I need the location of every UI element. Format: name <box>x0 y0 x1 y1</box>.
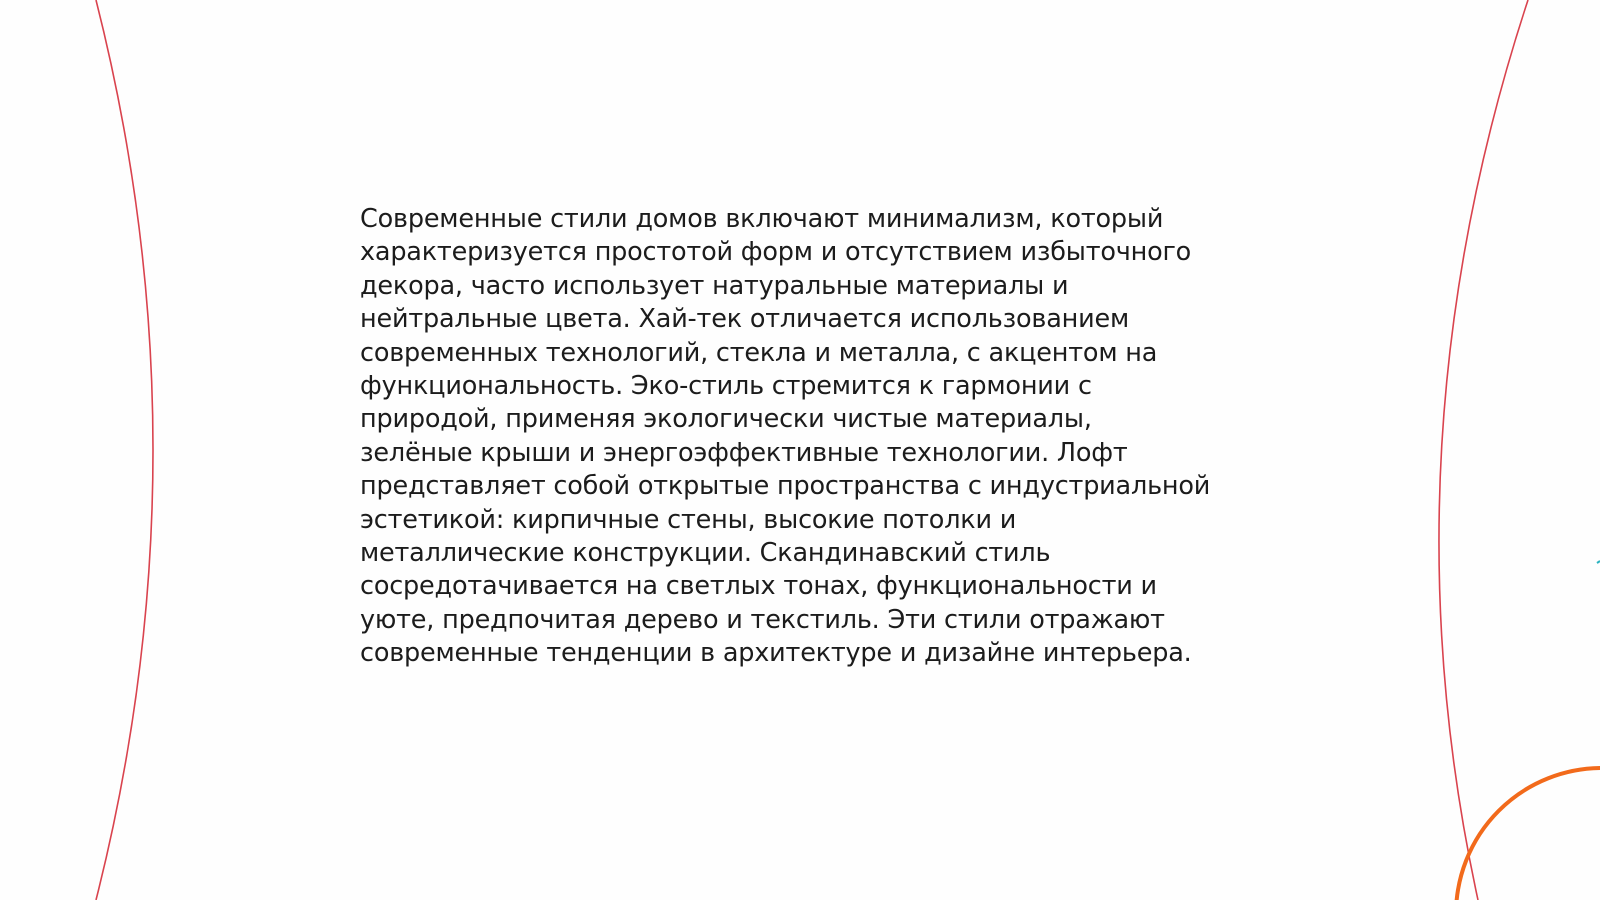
orange-circle-arc <box>1456 768 1600 900</box>
left-curve-line <box>96 0 153 900</box>
body-paragraph: Современные стили домов включают минимализм, который характеризуется простотой форм и отсутствием избыточного декора, часто использует натуральные материалы и нейтральные цвета. Хай-тек отличается использованием современных технологий, стекла и металла, с акцентом на функциональность. Эко-стиль стремится к гармонии с природой, применяя экологически чистые материалы, зелёные крыши и энергоэффективные технологии. Лофт представляет собой открытые пространства с индустриальной эстетикой: кирпичные стены, высокие потолки и металлические конструкции. Скандинавский стиль сосредотачивается на светлых тонах, функциональности и уюте, предпочитая дерево и текстиль. Эти стили отражают современные тенденции в архитектуре и дизайне интерьера. <box>360 204 1211 669</box>
right-curve-line <box>1439 0 1528 900</box>
